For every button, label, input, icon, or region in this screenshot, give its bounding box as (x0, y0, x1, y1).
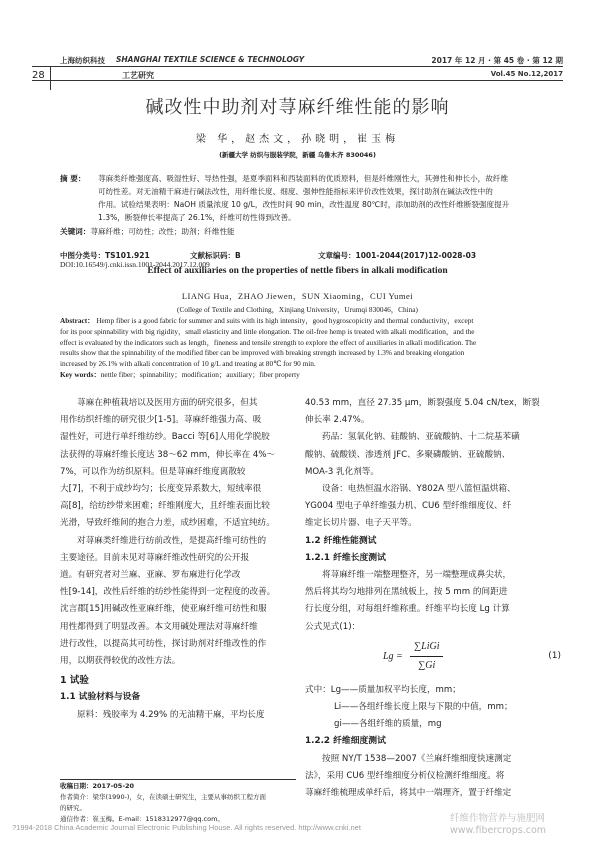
text-line: 沈言郡[15]用碱改性亚麻纤维，使亚麻纤维可纺性和服 (60, 604, 267, 615)
journal-name-en: SHANGHAI TEXTILE SCIENCE & TECHNOLOGY (116, 55, 305, 64)
text-line: 伸长率 2.47%。 (305, 415, 370, 426)
text-line: 酸钠、硫酸镁、渗透剂 JFC、多聚磷酸钠、亚硫酸钠、 (305, 449, 511, 460)
text-line: 设备：电热恒温水浴锅、Y802A 型八篮恒温烘箱、 (322, 484, 516, 495)
equation-lhs: Lg = (383, 650, 403, 662)
abstract-en-line: for its poor spinnability with big rigidity，small elasticity and little elongation. The oil-free hemp is treated with alkali modification，and the (60, 326, 475, 336)
authors-en: LIANG Hua，ZHAO Jiewen，SUN Xiaoming，CUI Yumei (181, 291, 414, 301)
section-heading-1-2: 1.2 纤维性能测试 (305, 535, 377, 546)
materials-paragraph: 原料：残胶率为 4.29% 的无油精干麻，平均长度 (77, 709, 265, 720)
authors-cn: 梁 华，赵杰文，孙晓明，崔玉梅 (195, 134, 400, 145)
page-number: 28 (32, 70, 45, 81)
keywords-en: nettle fiber；spinnability；modification；auxiliary；fiber property (100, 370, 300, 379)
text-line: 行长度分组，对每组纤维称重。纤维平均长度 Lg 计算 (305, 604, 510, 615)
affiliation-en: (College of Textile and Clothing，Xinjiang University，Urumqi 830046，China) (177, 305, 418, 314)
abstract-line: 1.3%，断裂伸长率提高了 26.1%，纤维可纺性得到改善。 (98, 213, 296, 222)
keywords-en-row (60, 370, 563, 380)
text-line: 用性都得到了明显改善。本文用碱处理法对荨麻纤维 (60, 621, 258, 632)
issue-cn: 2017 年 12 月 · 第 45 卷 · 第 12 期 (431, 56, 563, 65)
where-line-3: gi——各组纤维的质量，mg (334, 719, 442, 730)
where-line-1: 式中：Lg——质量加权平均长度，mm； (305, 684, 461, 695)
author-bio: 作者简介：梁华(1990-)，女，在读硕士研究生，主要从事纺织工程方面 (60, 793, 266, 801)
text-line: 用，以期获得较优的改性方法。 (60, 656, 181, 667)
text-line: 公式见式(1)： (305, 621, 361, 632)
abstract-en-line: increased by 26.1% with alkali concentration of 10 g/L and treating at 80℃ for 90 min. (60, 359, 316, 369)
text-line: 按照 NY/T 1538—2007《兰麻纤维细度快速测定 (322, 753, 512, 764)
equation-number: (1) (548, 650, 561, 661)
fineness-test-paragraph (305, 751, 563, 803)
equation-denominator: ∑Gi (418, 660, 436, 672)
text-line: 大[7]，不利于成纱均匀；长度变异系数大，短绒率很 (60, 484, 262, 495)
text-line: 然后将其均匀地排列在黑绒板上，按 5 mm 的间距进 (305, 587, 508, 598)
section-heading-1-1: 1.1 试验材料与设备 (60, 692, 141, 703)
abstract-en-line: effect is evaluated by the indicators such as length，fineness and tensile strength to explore the effect of auxiliaries in alkali modification. The (60, 337, 477, 347)
text-line: 法》，采用 CU6 型纤维细度分析仪检测纤维细度。将 (305, 770, 505, 781)
intro-paragraph-1 (60, 395, 296, 533)
text-line: 40.53 mm，直径 27.35 μm，断裂强度 5.04 cN/tex，断裂 (305, 398, 540, 408)
text-line: 将荨麻纤维一端整理整齐，另一端整理成鼻尖状， (322, 570, 512, 581)
abstract-en-line: Hemp fiber is a good fabric for summer and suits with its high intensity，good hygroscopicity and thermal conductivity，except (96, 316, 474, 325)
body-left-column (60, 395, 296, 724)
text-line: 荨麻纤维梳理成单纤后，将其中一端理齐，置于纤维定 (305, 788, 512, 799)
article-id: 文章编号：1001-2044(2017)12-0028-03 (318, 251, 477, 260)
paper-title: 碱改性中助剂对荨麻纤维性能的影响 (145, 97, 450, 118)
text-line: 用作纺织纤维的研究很少[1-5]。荨麻纤维强力高、吸 (60, 415, 262, 426)
header-rule-bottom (32, 80, 563, 81)
title-en: Effect of auxiliaries on the properties of nettle fibers in alkali modification (147, 266, 448, 276)
abstract-line: 可纺性差。对无油精干麻进行碱法改性，用纤维长度、细度、强伸性能指标来评价改性效果，探讨助剂在碱法改性中的 (98, 187, 493, 196)
text-line: 7%，可以作为纺织原料。但是荨麻纤维度离散较 (60, 466, 246, 477)
keywords-cn: 荨麻纤维；可纺性；改性；助剂；纤维性能 (90, 227, 235, 236)
copyright-footer: ?1994-2018 China Academic Journal Electronic Publishing House. All rights reserved. http://www.cnki.net (12, 823, 361, 832)
journal-name-cn: 上海纺织科技 (60, 56, 105, 65)
material-specs (305, 395, 563, 429)
text-line: 法获得的荨麻纤维长度达 38～62 mm，伸长率在 4%～ (60, 449, 276, 460)
text-line: 对荨麻类纤维进行纺前改性，是提高纤维可纺性的 (77, 535, 267, 546)
text-line: 荨麻在种植栽培以及医用方面的研究很多，但其 (77, 398, 258, 408)
received-date: 收稿日期：2017-05-20 (60, 782, 135, 790)
equation-1 (305, 636, 563, 682)
equation-fraction (410, 638, 443, 674)
section-heading-1-2-2: 1.2.2 纤维细度测试 (305, 736, 386, 747)
body-right-column (305, 395, 563, 802)
keywords-label: 关键词： (60, 227, 91, 236)
contact-author: 通信作者：崔玉梅。E-mail：1518312977@qq.com。 (60, 815, 224, 823)
text-line: 药品：氢氧化钠、硅酸钠、亚硫酸钠、十二烷基苯磺 (322, 432, 520, 443)
equation-numerator: ∑LiGi (410, 638, 443, 657)
doi: DOI:10.16549/j.cnki.issn.1001-2044.2017.12.009 (60, 260, 210, 269)
length-test-paragraph (305, 567, 563, 636)
author-bio-2: 的研究。 (60, 804, 86, 812)
footnote-rule (60, 779, 296, 780)
text-line: 进行改性，以提高其可纺性，探讨助剂对纤维改性的作 (60, 638, 267, 649)
watermark: 纤维作物营养与施肥网 www.fibercrops.com (450, 813, 547, 836)
text-line: YG004 型电子单纤维强力机、CU6 型纤维细度仪、纤 (305, 501, 512, 512)
text-line: 性[9-14]，改性后纤维的纺纱性能得到一定程度的改善。 (60, 587, 276, 598)
abstract-cn (60, 172, 563, 238)
text-line: 主要途径。目前未见对荨麻纤维改性研究的公开报 (60, 552, 250, 563)
page-number-box (50, 66, 51, 90)
section-label: 工艺研究 (122, 71, 154, 80)
text-line: 维定长切片器、电子天平等。 (305, 518, 417, 529)
keywords-en-label: Key words： (60, 370, 101, 379)
section-heading-1-2-1: 1.2.1 纤维长度测试 (305, 552, 386, 563)
section-heading-1: 1 试验 (60, 675, 89, 687)
abstract-line: 荨麻类纤维强度高、吸湿性好、导热性强，是夏季面料和西装面料的优质原料，但是纤维刚性大，其弹性和伸长小，故纤维 (98, 174, 509, 183)
abstract-en-line: results show that the spinnability of the modified fiber can be improved with breaking strength increased by 1.3% and breaking elongation (60, 348, 465, 358)
footnote (60, 781, 296, 825)
abstract-line: 作用。试验结果表明：NaOH 质量浓度 10 g/L，改性时间 90 min，改性温度 80℃时，添加助剂的改性纤维断裂强度提升 (98, 200, 510, 209)
where-line-2: Li——各组纤维长度上限与下限的中值，mm； (334, 702, 513, 713)
text-line: 光滑，导致纤维间的抱合力差，成纱困难，不适宜纯纺。 (60, 518, 275, 529)
abstract-label: 摘 要： (60, 174, 86, 183)
doc-code: 文献标识码：B (190, 251, 241, 260)
text-line: 道。有研究者对兰麻、亚麻、罗布麻进行化学改 (60, 570, 241, 581)
text-line: 高[8]，给纺纱带来困难；纤维刚度大，且纤维表面比较 (60, 501, 270, 512)
chemicals-paragraph (305, 429, 563, 481)
clc-number: 中图分类号：TS101.921 (60, 251, 150, 260)
intro-paragraph-2 (60, 533, 296, 671)
abstract-en (60, 316, 563, 370)
equipment-paragraph (305, 481, 563, 533)
affiliation-cn: (新疆大学 纺织与服装学院，新疆 乌鲁木齐 830046) (219, 151, 376, 159)
text-line: 湿性好，可进行单纤维纺纱。Bacci 等[6]人用化学脱胶 (60, 432, 270, 443)
abstract-en-label: Abstract： (60, 316, 95, 325)
header-rule-top (32, 66, 563, 67)
text-line: MOA-3 乳化剂等。 (305, 466, 379, 477)
issue-en: Vol.45 No.12,2017 (490, 70, 563, 78)
